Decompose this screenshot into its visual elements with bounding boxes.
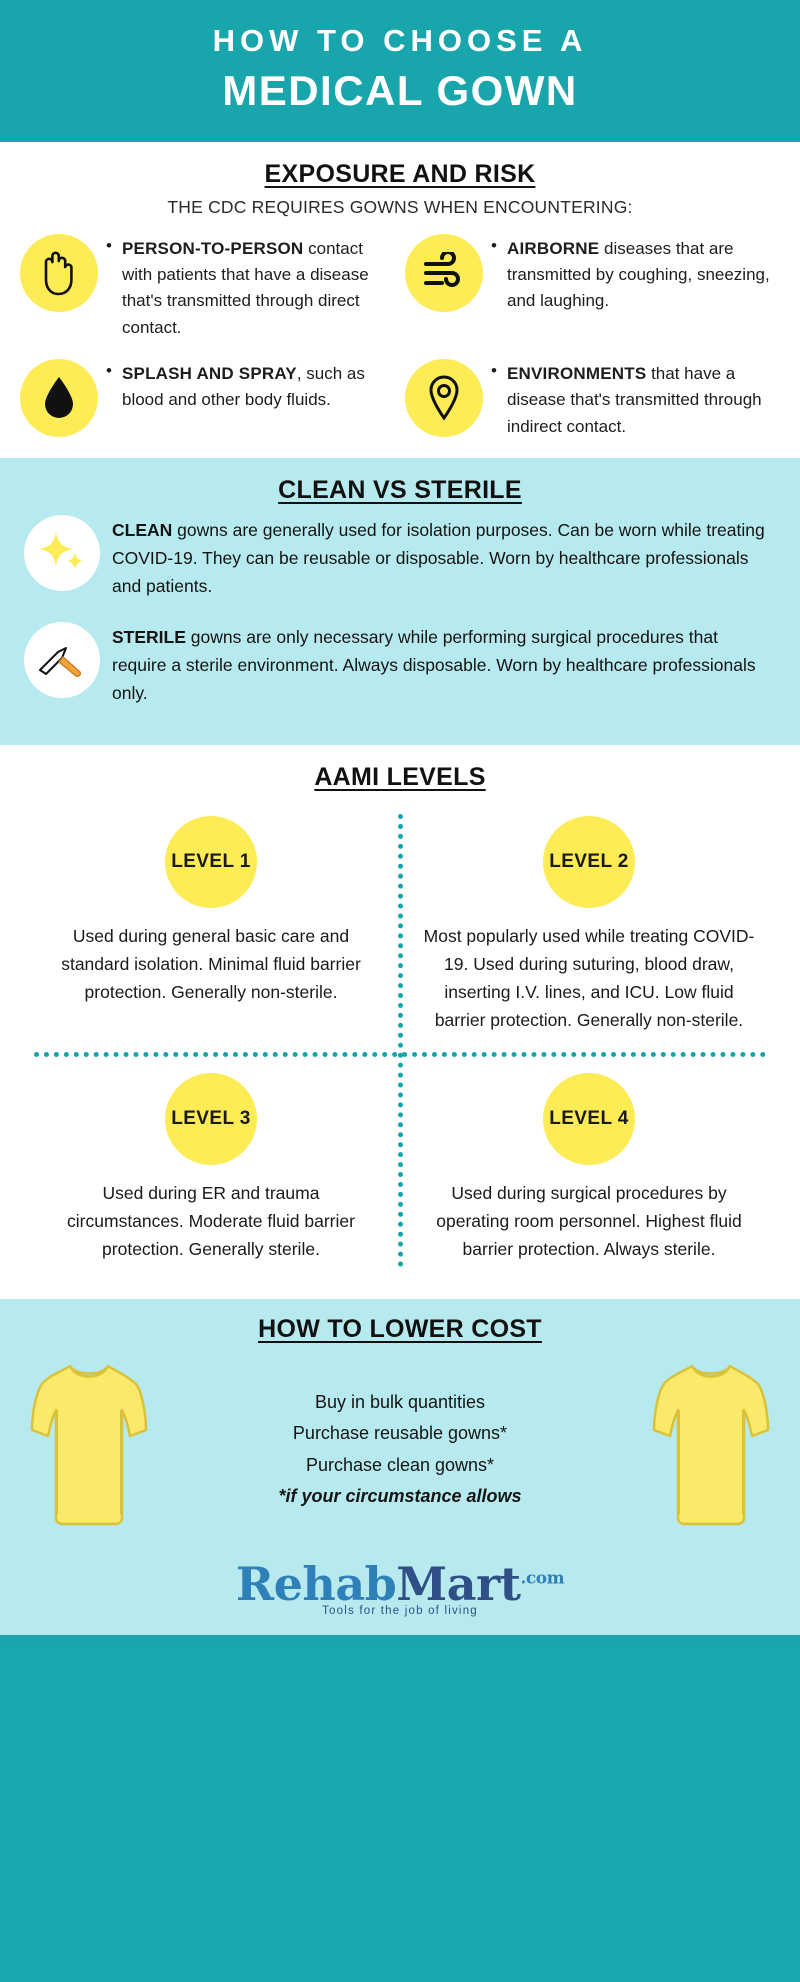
level-3-description: Used during ER and trauma circumstances. Moderate fluid barrier protection. Generally sterile. (67, 1183, 355, 1260)
sterile-text (112, 620, 772, 707)
sterile-row (14, 620, 786, 711)
cost-line-1: Buy in bulk quantities (314, 1391, 486, 1412)
location-pin-icon (405, 359, 483, 437)
bullet-icon: • (106, 361, 112, 381)
cost-line-3: Purchase clean gowns* (305, 1454, 495, 1475)
droplet-icon (20, 359, 98, 437)
medical-gown-icon-right (646, 1352, 776, 1547)
cost-body (10, 1352, 790, 1547)
sparkle-icon (24, 515, 100, 591)
aami-level-cell (400, 1057, 778, 1281)
level-2-badge: LEVEL 2 (543, 816, 635, 908)
exposure-item-body: , such as blood and other body fluids. (122, 364, 365, 410)
medical-gown-icon-left (24, 1352, 154, 1547)
level-1-description: Used during general basic care and standard isolation. Minimal fluid barrier protection. Generally non-sterile. (61, 926, 361, 1003)
logo-name-part2: Mart (396, 1557, 521, 1612)
exposure-item-lead: ENVIRONMENTS (507, 364, 647, 384)
header-title-line1: HOW TO CHOOSE A (212, 23, 588, 58)
header-title-line2: MEDICAL GOWN (222, 67, 578, 115)
aami-vertical-divider (398, 814, 403, 1267)
exposure-item-body: diseases that are transmitted by coughing, sneezing, and laughing. (507, 238, 770, 311)
aami-level-cell (22, 1057, 400, 1281)
exposure-item-text (489, 232, 780, 315)
exposure-item-text (489, 357, 780, 440)
header (0, 0, 800, 142)
sterile-body: gowns are only necessary while performing surgical procedures that require a sterile environment. Always disposable. Worn by healthcare professionals only. (112, 627, 756, 704)
level-4-badge: LEVEL 4 (543, 1073, 635, 1165)
logo-inner (236, 1557, 564, 1617)
level-1-badge: LEVEL 1 (165, 816, 257, 908)
logo-name-part1: Rehab (235, 1557, 397, 1612)
bullet-icon: • (491, 361, 497, 381)
bullet-icon: • (491, 235, 497, 255)
logo-tagline: Tools for the job of living (322, 1605, 478, 1618)
level-3-badge: LEVEL 3 (165, 1073, 257, 1165)
section-exposure-and-risk (0, 142, 800, 458)
exposure-section-title: EXPOSURE AND RISK (264, 159, 536, 188)
exposure-grid (14, 232, 786, 440)
clean-body: gowns are generally used for isolation purposes. Can be worn while treating COVID-19. They can be reusable or disposable. Worn by healthcare professionals and patients. (112, 520, 765, 597)
wind-icon (405, 234, 483, 312)
exposure-item-text (104, 232, 395, 341)
cost-line-2: Purchase reusable gowns* (292, 1423, 508, 1444)
level-2-description: Most popularly used while treating COVID-19. Used during suturing, blood draw, inserting I.V. lines, and ICU. Low fluid barrier protection. Generally non-sterile. (423, 926, 755, 1031)
exposure-item (405, 232, 780, 341)
clean-sterile-section-title: CLEAN VS STERILE (278, 476, 522, 505)
aami-wrapper (14, 800, 786, 1281)
exposure-item-body: contact with patients that have a disease that's transmitted through direct contact. (122, 238, 369, 337)
exposure-item-lead: AIRBORNE (507, 238, 600, 258)
exposure-item-lead: SPLASH AND SPRAY (122, 364, 297, 384)
exposure-item (405, 357, 780, 440)
sterile-lead: STERILE (112, 627, 186, 648)
cost-note: *if your circumstance allows (278, 1486, 522, 1507)
section-lower-cost (0, 1299, 800, 1553)
aami-section-title: AAMI LEVELS (314, 763, 486, 792)
exposure-item-lead: PERSON-TO-PERSON (122, 238, 304, 258)
clean-lead: CLEAN (112, 520, 173, 541)
logo-wordmark (236, 1557, 564, 1611)
exposure-item-text (104, 357, 395, 414)
footer-bar (0, 1635, 800, 1649)
aami-level-cell (400, 800, 778, 1052)
exposure-item-body: that have a disease that's transmitted through indirect contact. (507, 364, 762, 436)
cost-text-lines (154, 1387, 646, 1513)
aami-level-cell (22, 800, 400, 1052)
level-4-description: Used during surgical procedures by operating room personnel. Highest fluid barrier protection. Always sterile. (436, 1183, 742, 1260)
cost-section-title: HOW TO LOWER COST (258, 1315, 542, 1344)
bullet-icon: • (106, 235, 112, 255)
section-aami-levels (0, 745, 800, 1299)
scalpel-icon (24, 622, 100, 698)
logo-com-suffix: .com (520, 1568, 565, 1589)
exposure-item (20, 357, 395, 440)
section-clean-vs-sterile (0, 458, 800, 745)
exposure-section-subtitle: THE CDC REQUIRES GOWNS WHEN ENCOUNTERING: (167, 196, 633, 217)
clean-row (14, 513, 786, 604)
hand-icon (20, 234, 98, 312)
brand-logo[interactable] (0, 1553, 800, 1635)
exposure-item (20, 232, 395, 341)
clean-text (112, 513, 772, 600)
